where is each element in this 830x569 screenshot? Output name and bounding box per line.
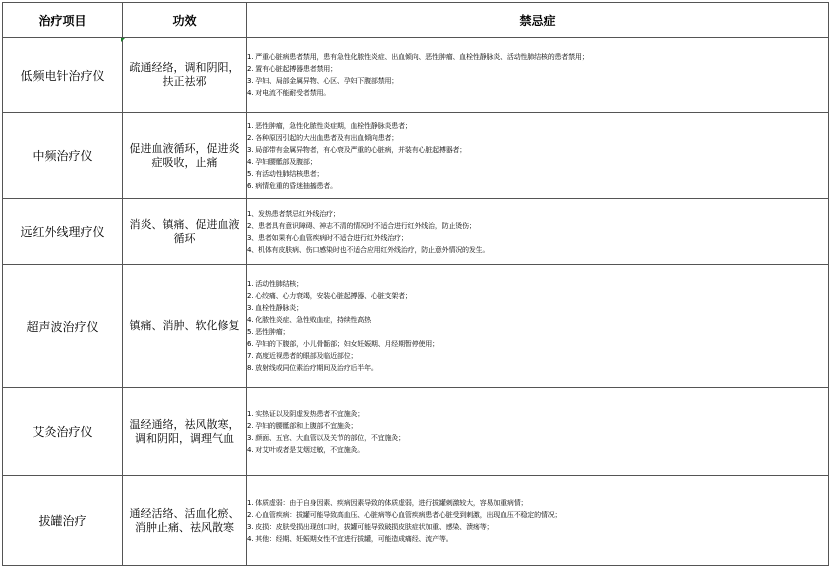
contraindication-line: 2. 置有心脏起搏器患者禁用； [247, 65, 337, 73]
contraindication-cell[interactable] [247, 113, 829, 199]
effect-line: 疏通经络，调和阴阳， [129, 61, 240, 74]
contraindication-line: 1. 体质虚弱：由于自身因素、疾病因素导致的体质虚弱，进行拔罐刺激较大，容易加重病情； [247, 498, 528, 507]
effect-line: 促进血液循环，促进炎 [129, 141, 240, 155]
treatment-name-cell[interactable]: 拔罐治疗 [3, 476, 123, 566]
contraindication-cell[interactable] [247, 38, 829, 113]
contraindication-line: 4. 孕妇腰骶部及腹部； [247, 157, 317, 166]
effect-cell[interactable] [123, 38, 247, 113]
effect-line: 通经活络、活血化瘀、 [129, 506, 240, 520]
contraindication-line: 6. 孕妇的下腹部，小儿骨骺部；妇女妊娠期、月经期暂停使用； [247, 340, 439, 348]
contraindication-line: 2、患者具有意识障碍、神志不清的情况时不适合进行红外线治，防止烫伤； [247, 221, 476, 230]
contraindication-line: 6. 病情危重的昏迷抽搐患者。 [247, 181, 337, 190]
contraindication-line: 3. 颜面、五官、大血管以及关节的部位，不宜施灸； [247, 433, 405, 442]
contraindication-line: 2. 心血管疾病：拔罐可能导致高血压、心脏病等心血管疾病患者心脏受到刺激，出现血压不稳定的情况； [247, 510, 562, 519]
contraindication-line: 8. 放射线或同位素治疗期间及治疗后半年。 [247, 364, 378, 372]
effect-line: 温经通络，祛风散寒， [129, 417, 240, 431]
contraindication-line: 2. 孕妇的腰骶部和上腹部不宜施灸； [247, 421, 358, 430]
contraindication-line: 3. 皮损：皮肤受损出现创口时，拔罐可能导致破损皮肤症状加重、感染、溃疡等； [247, 522, 494, 531]
header-contraindication-cell[interactable]: 禁忌症 [247, 3, 829, 38]
contraindication-cell[interactable] [247, 388, 829, 476]
effect-line: 调和阴阳，调理气血 [135, 431, 234, 445]
effect-line: 症吸收，止痛 [151, 155, 218, 169]
effect-cell[interactable] [123, 199, 247, 265]
effect-line: 消肿止痛、祛风散寒 [135, 520, 234, 534]
contraindication-line: 1. 恶性肿瘤，急性化脓性炎症期，血栓性静脉炎患者； [247, 121, 412, 130]
table-row [3, 265, 829, 388]
contraindication-line: 4、机体有皮肤病、伤口感染时也不适合应用红外线治疗，防止意外情况的发生。 [247, 245, 490, 254]
contraindication-line: 1. 严重心脏病患者禁用，患有急性化脓性炎症、出血倾向、恶性肿瘤、血栓性静脉炎、活动性肺结核的患者禁用； [247, 53, 589, 61]
table-row [3, 113, 829, 199]
contraindication-line: 5. 有活动性肺结核患者； [247, 169, 324, 178]
contraindication-line: 4. 对艾叶或者是艾烟过敏，不宜施灸。 [247, 445, 365, 454]
effect-line: 扶正祛邪 [162, 75, 207, 88]
table-row [3, 388, 829, 476]
contraindication-line: 5. 恶性肿瘤； [247, 328, 290, 336]
contraindication-line: 7. 高度近视患者的眼部及临近部位； [247, 352, 358, 360]
treatment-name-cell[interactable]: 超声波治疗仪 [3, 265, 123, 388]
table-row [3, 476, 829, 566]
contraindication-line: 4. 化脓性炎症、急性败血症，持续性高热 [247, 316, 371, 324]
table-row [3, 199, 829, 265]
contraindication-cell[interactable] [247, 265, 829, 388]
effect-cell[interactable] [123, 476, 247, 566]
contraindication-line: 3. 局部带有金属异物者，有心衰及严重的心脏病，并装有心脏起搏器者； [247, 145, 467, 154]
contraindication-line: 1. 实热证以及阴虚发热患者不宜施灸； [247, 409, 365, 418]
effect-cell[interactable] [123, 265, 247, 388]
contraindication-line: 1、发热患者禁忌红外线治疗； [247, 209, 340, 218]
contraindication-line: 3、患者如果有心血管疾病时不适合进行红外线治疗； [247, 233, 408, 242]
effect-line: 镇痛、消肿、软化修复 [129, 319, 240, 332]
header-row [3, 3, 829, 38]
treatment-name-cell[interactable]: 远红外线理疗仪 [3, 199, 123, 265]
contraindication-cell[interactable] [247, 476, 829, 566]
treatment-name-cell[interactable]: 艾灸治疗仪 [3, 388, 123, 476]
contraindication-line: 2. 心绞痛、心力衰竭，安装心脏起搏器、心脏支架者； [247, 292, 412, 300]
header-effect-cell[interactable]: 功效 [123, 3, 247, 38]
cell-comment-marker [121, 38, 125, 42]
effect-line: 消炎、镇痛、促进血液 [129, 217, 240, 231]
treatment-name-cell[interactable]: 中频治疗仪 [3, 113, 123, 199]
contraindication-line: 2. 各种原因引起的大出血患者及有出血倾向患者； [247, 133, 399, 142]
contraindication-line: 1. 活动性肺结核； [247, 280, 303, 288]
treatment-table [2, 2, 829, 566]
effect-cell[interactable] [123, 113, 247, 199]
contraindication-line: 3. 血栓性静脉炎； [247, 304, 303, 312]
contraindication-cell[interactable] [247, 199, 829, 265]
effect-cell[interactable] [123, 388, 247, 476]
contraindication-line: 4. 其他：经期、妊娠期女性不宜进行拔罐，可能造成痛经、流产等。 [247, 534, 453, 543]
contraindication-line: 4. 对电流不能耐受者禁用。 [247, 89, 331, 97]
table-row [3, 38, 829, 113]
header-item-cell[interactable]: 治疗项目 [3, 3, 123, 38]
effect-line: 循环 [173, 231, 196, 245]
treatment-name-cell[interactable]: 低频电针治疗仪 [3, 38, 123, 113]
contraindication-line: 3. 孕妇、局部金属异物、心区、孕妇下腹部禁用； [247, 77, 399, 85]
